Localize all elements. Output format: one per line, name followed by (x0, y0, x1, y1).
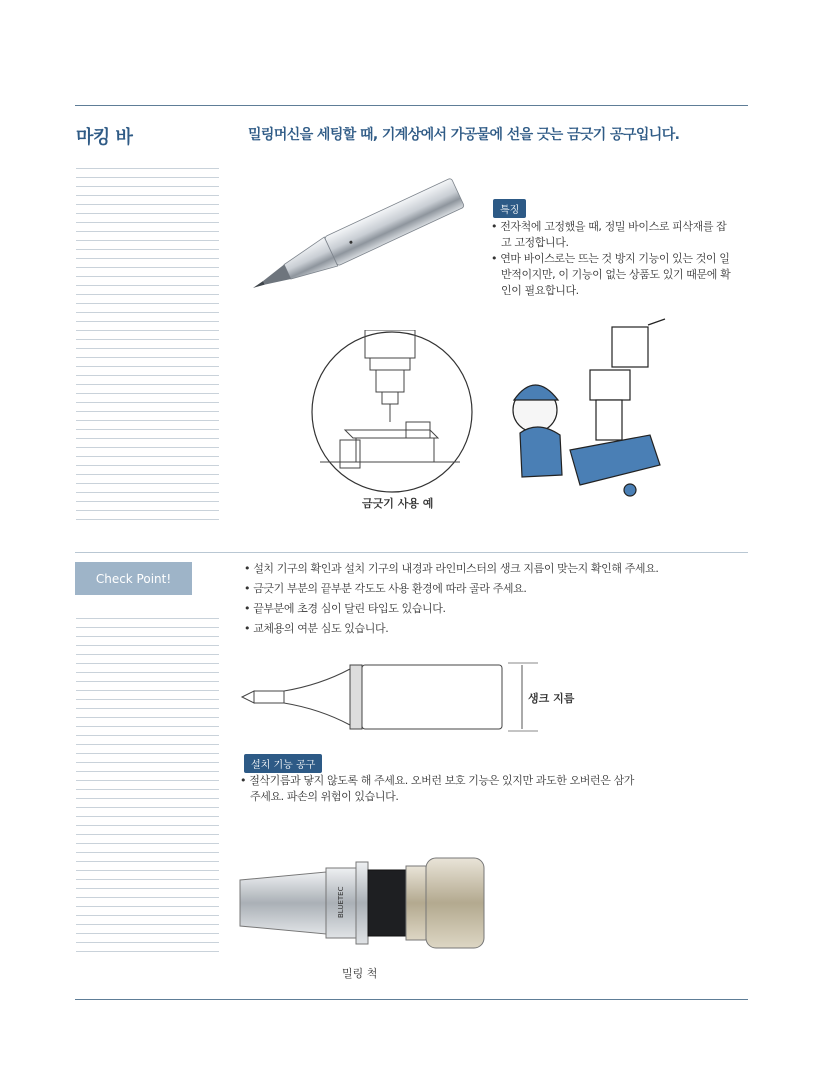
features-list (491, 219, 736, 299)
check-point-item: • 교체용의 여분 심도 있습니다. (244, 622, 389, 635)
usage-example-illustration (310, 330, 475, 495)
milling-chuck-image (236, 852, 496, 957)
shank-diameter-label: 생크 지름 (528, 692, 575, 705)
milling-chuck-caption: 밀링 척 (342, 967, 378, 980)
page-title: 마킹 바 (76, 127, 133, 148)
section-rule (75, 552, 748, 553)
tool-section-list (240, 773, 635, 805)
check-point-item: • 설치 기구의 확인과 설치 기구의 내경과 라인미스터의 생크 지름이 맞는지 확인해 주세요. (244, 562, 659, 575)
chuck-brand-text: BLUETEC (337, 886, 345, 918)
shank-diagram (240, 655, 550, 740)
tool-section-item: • 절삭기름과 닿지 않도록 해 주세요. 오버런 보호 기능은 있지만 과도한 오버런은 삼가 주세요. 파손의 위험이 있습니다. (240, 774, 635, 803)
page-subtitle: 밀링머신을 세팅할 때, 기계상에서 가공물에 선을 긋는 금긋기 공구입니다. (248, 127, 680, 143)
check-point-item: • 끝부분에 초경 심이 달린 타입도 있습니다. (244, 602, 446, 615)
marking-bar-image (240, 178, 475, 303)
top-rule (75, 105, 748, 106)
notes-lines-bottom (76, 618, 219, 960)
check-point-list (244, 559, 724, 639)
tool-section-badge: 설치 기능 공구 (244, 753, 322, 773)
check-point-label: Check Point! (75, 562, 192, 595)
machinist-illustration (500, 315, 670, 500)
features-badge: 특징 (493, 198, 526, 218)
check-point-item: • 금긋기 부분의 끝부분 각도도 사용 환경에 따라 골라 주세요. (244, 582, 527, 595)
feature-item: • 연마 바이스로는 뜨는 것 방지 기능이 있는 것이 일반적이지만, 이 기능이 없는 상품도 있기 때문에 확인이 필요합니다. (491, 252, 731, 297)
feature-item: • 전자척에 고정했을 때, 정밀 바이스로 피삭재를 잡고 고정합니다. (491, 220, 727, 249)
usage-example-caption: 금긋기 사용 예 (362, 497, 434, 510)
notes-lines-top (76, 168, 219, 528)
bottom-rule (75, 999, 748, 1000)
